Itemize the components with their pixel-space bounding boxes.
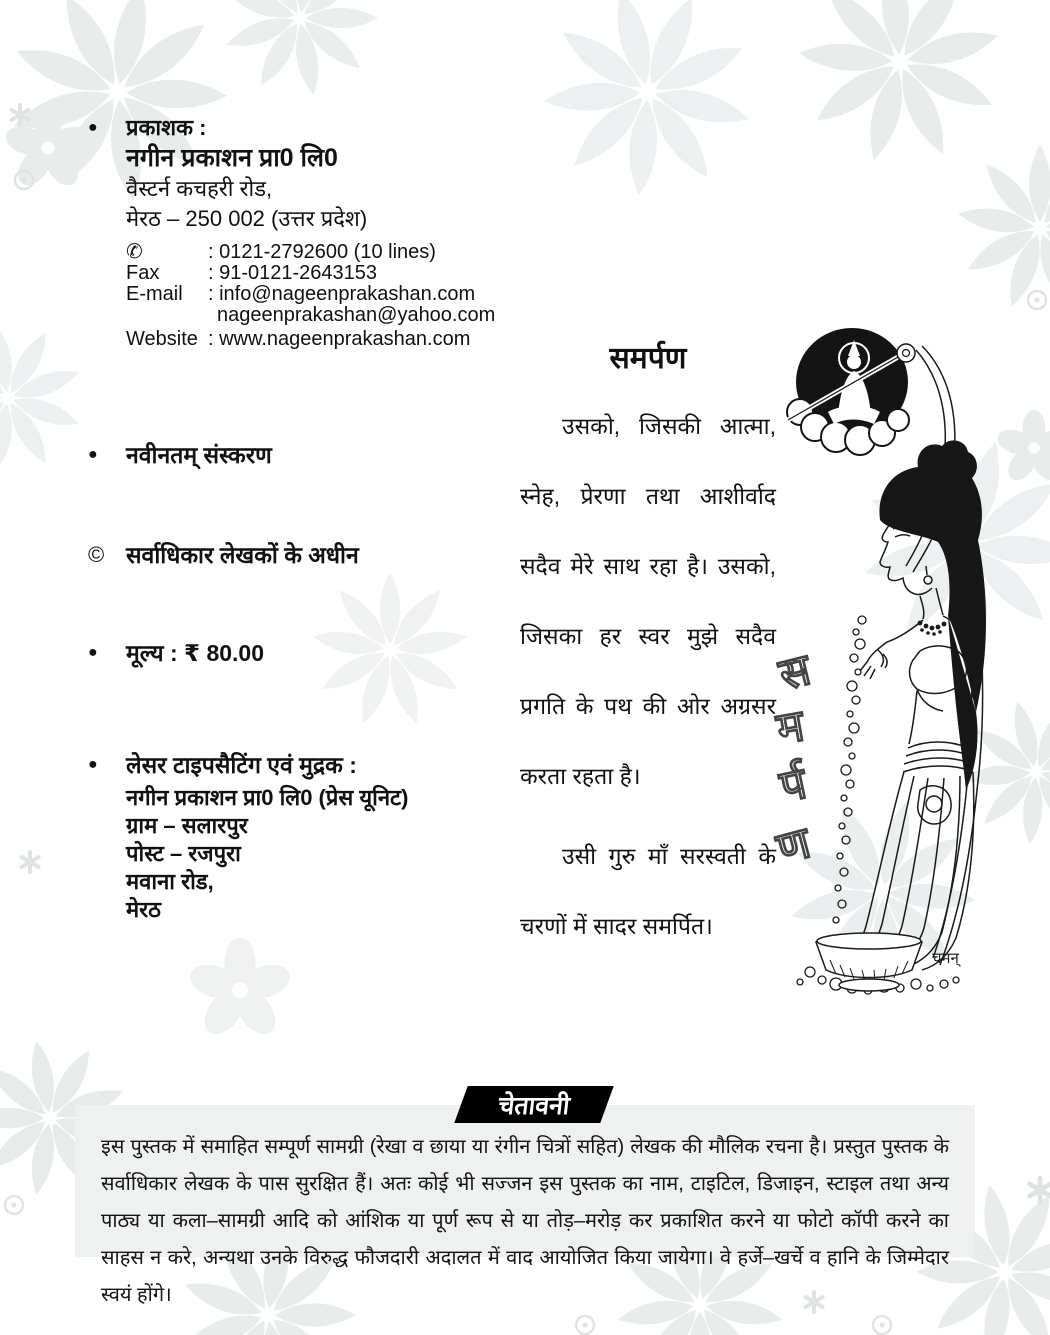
contact-row-phone [126,242,495,263]
dedication-line: उसी गुरु माँ सरस्वती के [562,843,776,869]
publisher-name: नगीन प्रकाशन प्रा0 लि0 [126,144,338,172]
dedication-heading: समर्पण [609,342,687,375]
email2-label [126,305,208,326]
dedication-line: स्नेह, प्रेरणा तथा आशीर्वाद [520,483,776,509]
warning-badge-label: चेतावनी [496,1091,571,1120]
vertical-samarpan-lettering [771,644,818,874]
printer-heading: लेसर टाइपसैटिंग एवं मुद्रक : [126,752,357,778]
dedication-line: चरणों में सादर समर्पित। [520,913,713,939]
copyright-block [88,540,359,570]
bullet-icon: ● [88,644,98,661]
contact-row-fax [126,263,495,284]
dedication-line: उसको, जिसकी आत्मा, [562,413,776,439]
website-label: Website [126,328,198,350]
email-secondary: nageenprakashan@yahoo.com [217,304,496,326]
edition-block [88,440,272,470]
warning-badge [454,1086,613,1123]
email-primary: : info@nageenprakashan.com [208,283,476,305]
dedication-line: प्रगति के पथ की ओर अग्रसर [520,693,776,719]
printer-line: ग्राम – सलारपुर [126,813,248,838]
printer-line: मेरठ [126,897,161,922]
bullet-icon: ● [88,119,98,136]
contact-row-email [126,284,495,305]
dedication-block [520,336,776,961]
publisher-address-line2: मेरठ – 250 002 (उत्तर प्रदेश) [126,206,368,231]
website-url: : www.nageenprakashan.com [208,328,471,350]
printer-line: मवाना रोड, [126,869,214,894]
dedication-line: जिसका हर स्वर मुझे सदैव [520,623,776,649]
artist-signature: चमन् [932,950,959,967]
publisher-block [88,114,548,350]
svg-text:ण: ण [771,818,816,874]
copyright-icon: © [88,542,105,567]
warning-text: इस पुस्तक में समाहित सम्पूर्ण सामग्री (रेखा व छाया या रंगीन चित्रों सहित) लेखक की मौलिक रचना है। प्रस्तुत पुस्तक के सर्वाधिकार लेखक के पास सुरक्षित हैं। अतः कोई भी सज्जन इस पुस्तक का नाम, टाइटिल, डिजाइन, स्टाइल तथा अन्य पाठ्य या कला–सामग्री आदि को आंशिक या पूर्ण रूप से या तोड़–मरोड़ कर प्रकाशित करने या फोटो कॉपी करने का साहस न करे, अन्यथा उनके विरुद्ध फौजदारी अदालत में वाद आयोजित किया जायेगा। वे हर्जे–खर्चे व हानि के जिम्मेदार स्वयं होंगे। [101,1136,949,1306]
price-block [88,638,264,668]
fax-number: : 91-0121-2643153 [208,262,378,284]
printer-line: नगीन प्रकाशन प्रा0 लि0 (प्रेस यूनिट) [126,785,409,810]
printer-block [88,750,408,924]
saraswati-medallion [787,328,915,455]
price-text: मूल्य : ₹ 80.00 [126,640,264,666]
contact-row-website [126,329,495,350]
warning-section [75,1091,975,1306]
dedication-line: करता रहता है। [520,763,641,789]
svg-text:र्प: र्प [775,758,811,812]
copyright-text: सर्वाधिकार लेखकों के अधीन [126,542,359,568]
printer-line: पोस्ट – रजपुरा [126,841,241,866]
bullet-icon: ● [88,756,98,773]
saraswati-illustration [770,320,1010,1000]
publisher-address-line1: वैस्टर्न कचहरी रोड, [126,176,273,201]
fax-label: Fax [126,262,160,284]
phone-number: : 0121-2792600 (10 lines) [208,241,436,263]
contact-row-email2 [126,305,495,326]
diya-lamp [816,933,922,991]
svg-text:स: स [774,644,816,700]
email-label: E-mail [126,283,183,305]
phone-icon: ✆ [126,241,143,263]
publisher-contacts [126,242,495,350]
svg-text:म: म [773,701,808,754]
dedication-line: सदैव मेरे साथ रहा है। उसको, [520,553,776,579]
devotee-figure [848,440,986,970]
edition-text: नवीनतम् संस्करण [126,442,272,468]
bullet-icon: ● [88,446,98,463]
publisher-label: प्रकाशक : [126,115,207,140]
